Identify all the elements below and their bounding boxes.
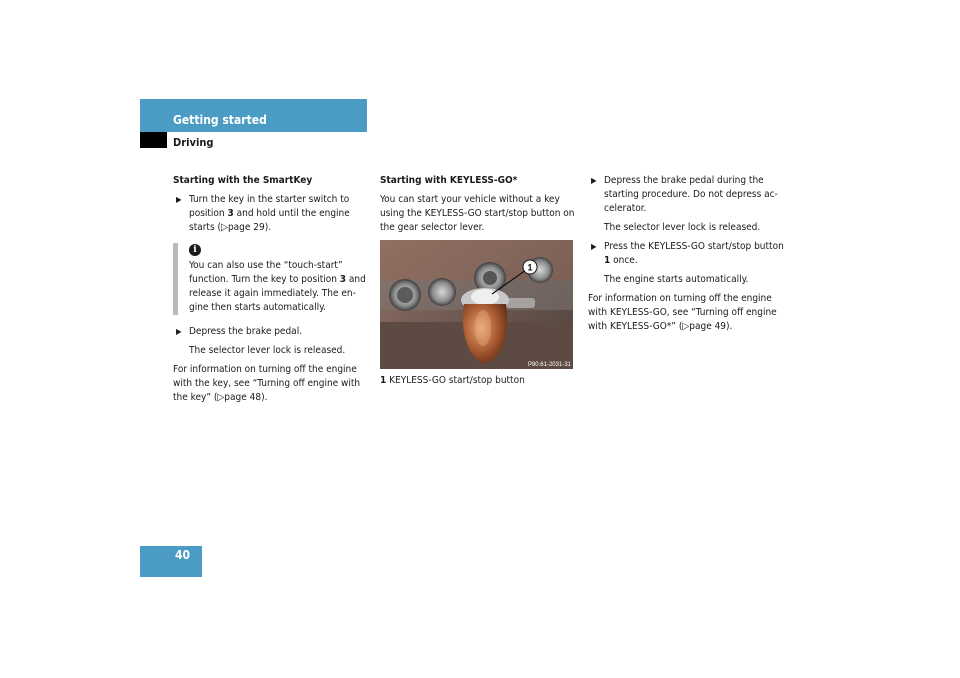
- step-result: The engine starts automatically.: [604, 274, 749, 285]
- page-reference[interactable]: page 48: [224, 392, 262, 403]
- paragraph: For information on turning off the engine with KEYLESS-GO, see “Turning off engine with KEYLESS-GO*” (▷page 49).: [588, 293, 777, 332]
- section-heading: Starting with KEYLESS-GO*: [380, 175, 518, 186]
- photo-caption: 1 KEYLESS-GO start/stop button: [380, 375, 525, 386]
- step-result: The selector lever lock is released.: [189, 345, 346, 356]
- info-icon: i: [189, 244, 201, 256]
- instruction-step: ▶ Depress the brake pedal during the starting procedure. Do not depress ac-celerator.: [591, 175, 778, 214]
- paragraph: For information on turning off the engine with the key, see “Turning off engine with the key” (▷page 48).: [173, 364, 361, 403]
- info-note: [173, 243, 368, 315]
- page-reference[interactable]: page 49: [689, 321, 727, 332]
- page-reference[interactable]: page 29: [227, 222, 265, 233]
- triangle-ref-icon: ▷: [217, 392, 225, 403]
- triangle-ref-icon: ▷: [682, 321, 690, 332]
- arrow-right-icon: ▶: [591, 176, 597, 185]
- column-keyless-steps: [588, 174, 788, 339]
- gear-selector-illustration: [380, 240, 573, 369]
- header-subtitle: Driving: [173, 136, 214, 149]
- paragraph: You can start your vehicle without a key using the KEYLESS-GO start/stop button on the gear selector lever.: [380, 194, 575, 233]
- header-title: Getting started: [173, 113, 267, 127]
- info-text: You can also use the “touch-start” function. Turn the key to position 3 and release it again immediately. The en-gine then starts automatically.: [189, 260, 366, 313]
- instruction-step: ▶ Turn the key in the starter switch to position 3 and hold until the engine starts (▷page 29).: [176, 194, 350, 233]
- arrow-right-icon: ▶: [591, 242, 597, 251]
- instruction-step: ▶ Depress the brake pedal.: [176, 326, 303, 337]
- arrow-right-icon: ▶: [176, 327, 182, 336]
- page-number: 40: [174, 548, 190, 562]
- gear-selector-photo: [380, 240, 573, 369]
- photo-callout: 1: [527, 262, 533, 273]
- section-heading: Starting with the SmartKey: [173, 175, 313, 186]
- column-keyless-go: [380, 174, 575, 388]
- arrow-right-icon: ▶: [176, 195, 182, 204]
- header-marker: [140, 132, 167, 148]
- photo-code: P80.61-2031-31: [527, 362, 571, 368]
- column-smartkey: [173, 174, 368, 410]
- instruction-step: ▶ Press the KEYLESS-GO start/stop button 1 once.: [591, 241, 784, 266]
- step-result: The selector lever lock is released.: [604, 222, 761, 233]
- triangle-ref-icon: ▷: [221, 222, 228, 233]
